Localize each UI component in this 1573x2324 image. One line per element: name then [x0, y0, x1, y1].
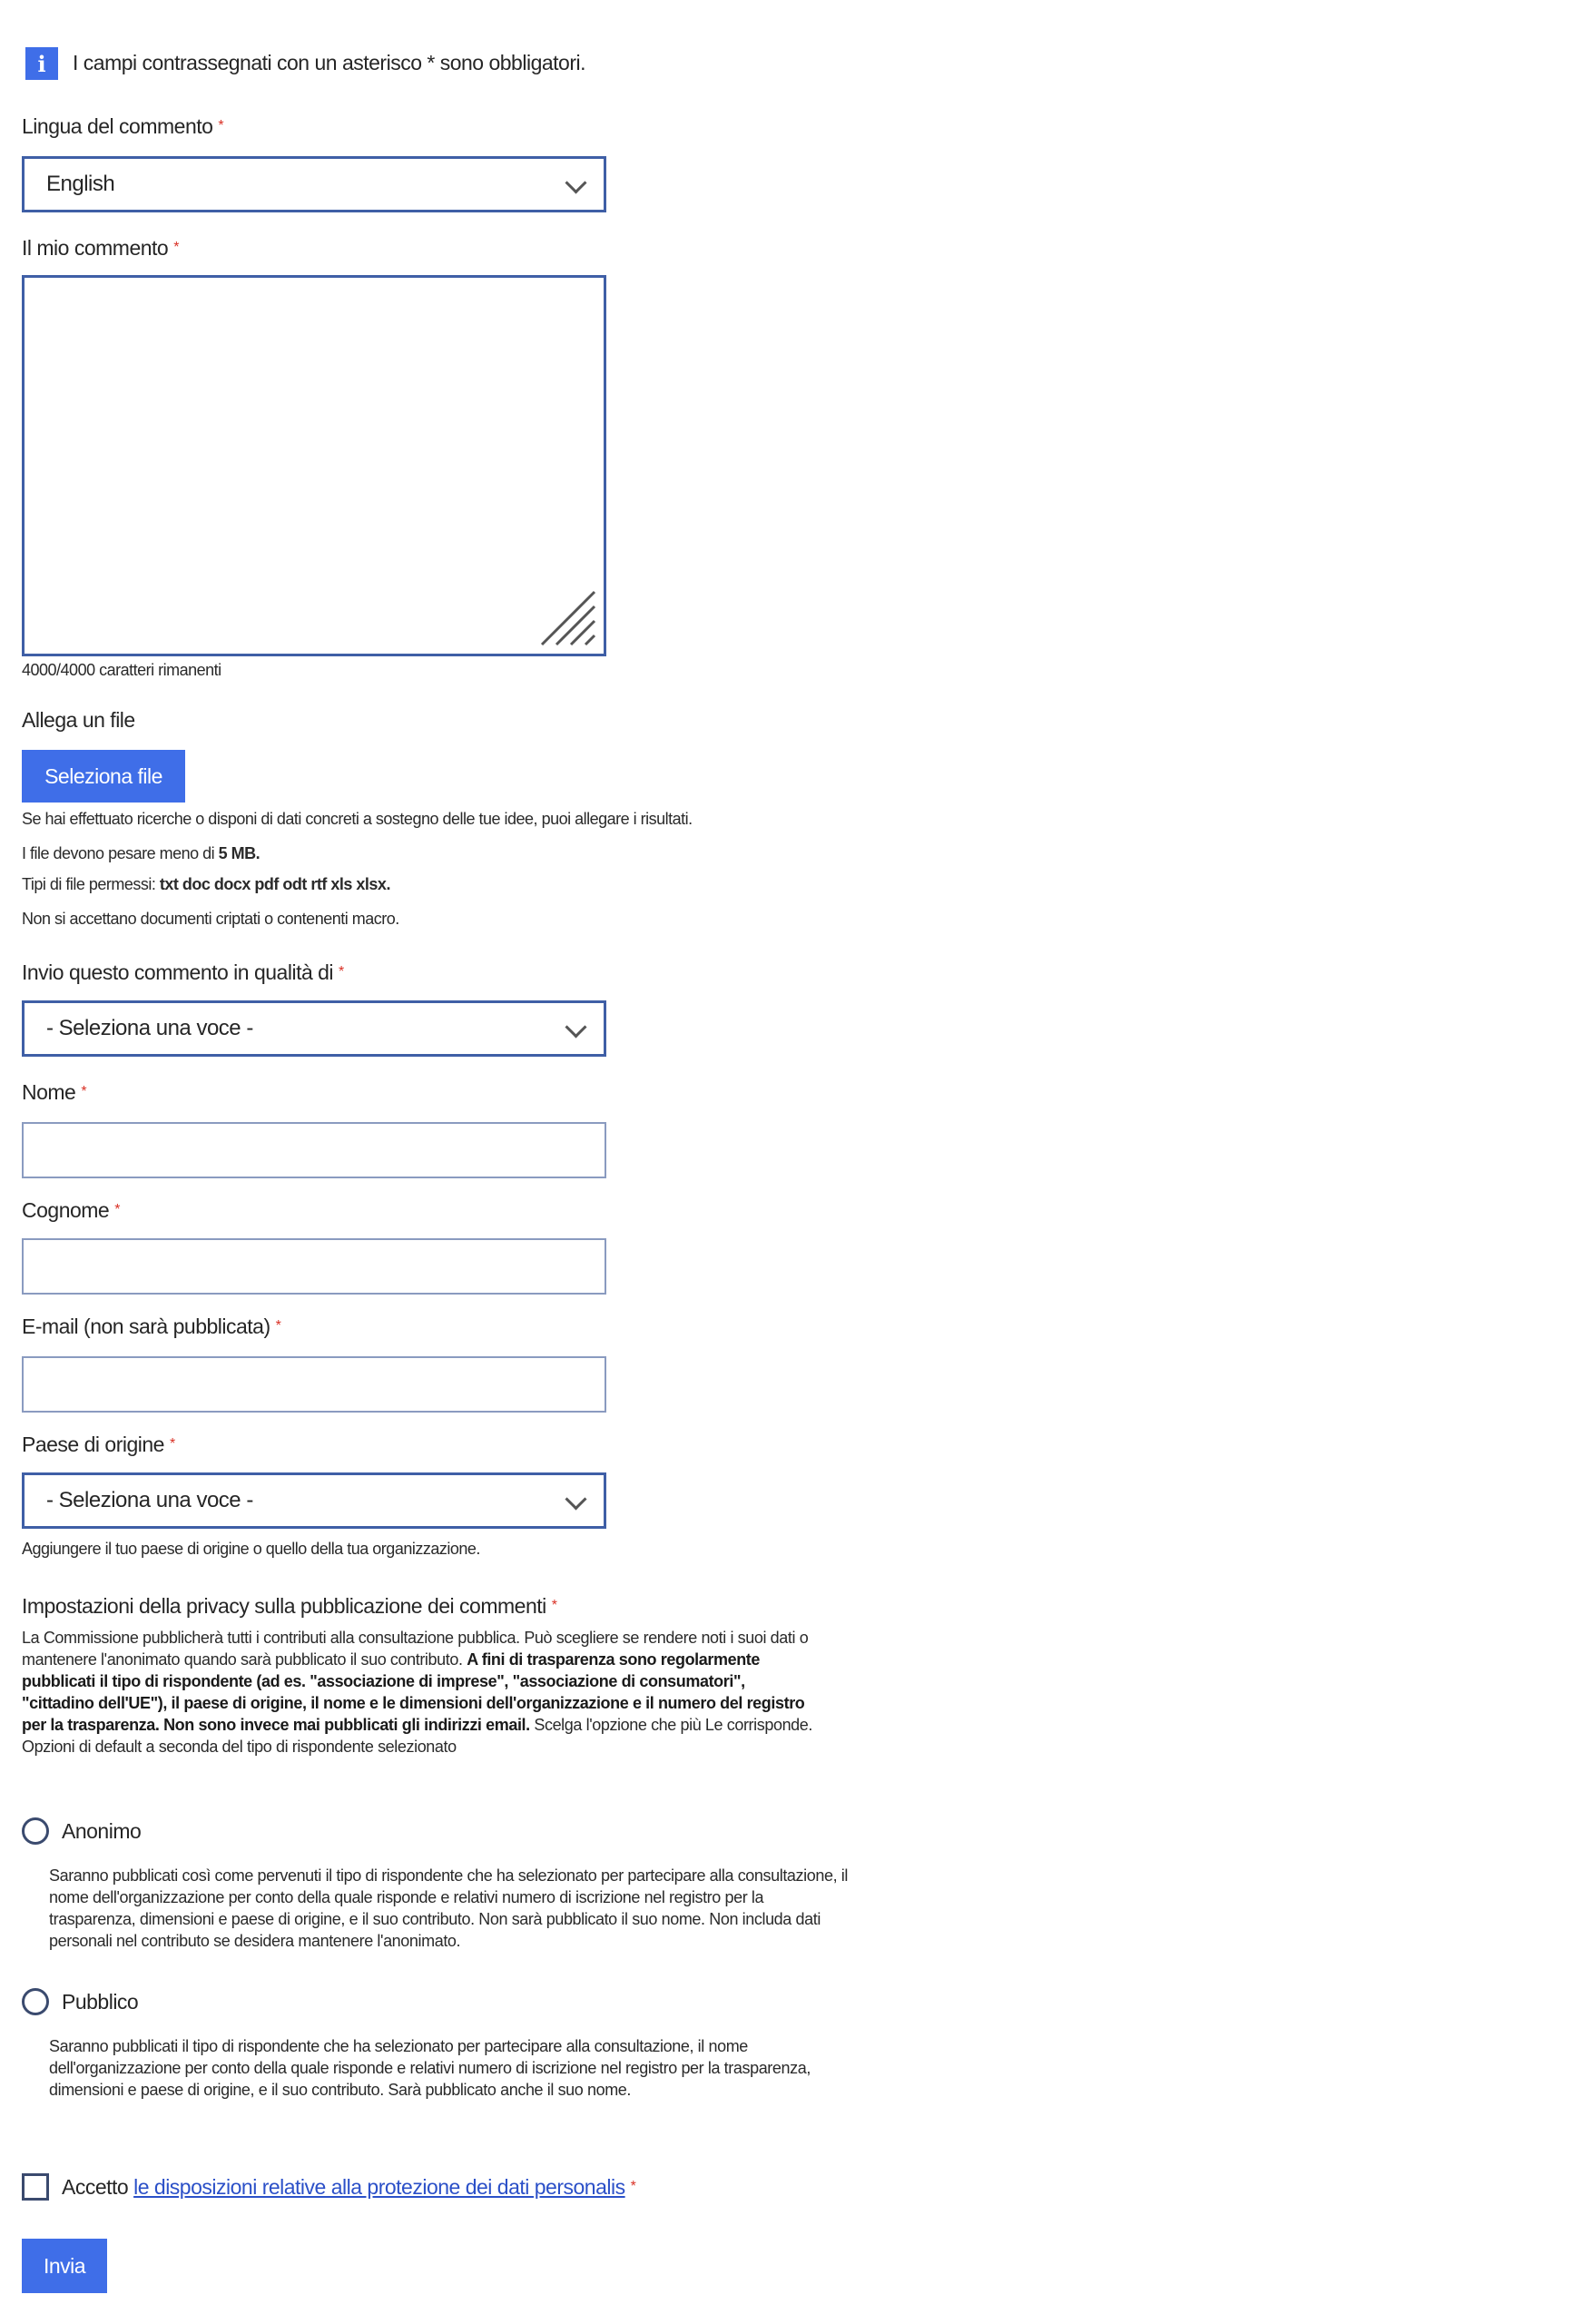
- capacity-label: Invio questo commento in qualità di *: [22, 960, 344, 984]
- language-selected-value: English: [46, 172, 115, 196]
- first-name-label: Nome *: [22, 1080, 87, 1104]
- last-name-label: Cognome *: [22, 1198, 120, 1222]
- chevron-down-icon: [565, 1016, 586, 1038]
- radio-anonymous[interactable]: [22, 1817, 49, 1845]
- capacity-selected-value: - Seleziona una voce -: [46, 1016, 253, 1040]
- attachment-label: Allega un file: [22, 708, 135, 732]
- first-name-input[interactable]: [22, 1122, 606, 1178]
- radio-anonymous-label[interactable]: Anonimo: [62, 1819, 142, 1843]
- consent-label: Accetto le disposizioni relative alla protezione dei dati personalis *: [62, 2175, 636, 2199]
- radio-public[interactable]: [22, 1988, 49, 2015]
- country-select[interactable]: [22, 1472, 606, 1529]
- language-label: Lingua del commento *: [22, 114, 224, 138]
- radio-public-label[interactable]: Pubblico: [62, 1990, 139, 2014]
- chevron-down-icon: [565, 1488, 586, 1510]
- privacy-label: Impostazioni della privacy sulla pubblicazione dei commenti *: [22, 1594, 557, 1618]
- comment-counter: 4000/4000 caratteri rimanenti: [22, 661, 221, 679]
- submit-button[interactable]: Invia: [22, 2239, 107, 2293]
- data-protection-link[interactable]: le disposizioni relative alla protezione dei dati personalis: [133, 2175, 625, 2199]
- radio-anonymous-description: Saranno pubblicati così come pervenuti il tipo di rispondente che ha selezionato per partecipare alla consultazione, il nome dell'organizzazione per conto della quale risponde e relativi numero di iscrizione nel registro per la trasparenza, dimensioni e paese di origine, e il suo contributo. Non sarà pubblicato il suo nome. Non includa dati personali nel contributo se desidera mantenere l'anonimato.: [49, 1866, 848, 1950]
- language-select[interactable]: [22, 156, 606, 212]
- country-selected-value: - Seleziona una voce -: [46, 1488, 253, 1512]
- country-hint: Aggiungere il tuo paese di origine o quello della tua organizzazione.: [22, 1540, 480, 1558]
- attachment-file-types: Tipi di file permessi: txt doc docx pdf odt rtf xls xlsx.: [22, 875, 390, 893]
- consent-checkbox[interactable]: [22, 2173, 49, 2201]
- email-input[interactable]: [22, 1356, 606, 1413]
- info-icon: i: [25, 47, 58, 80]
- country-label: Paese di origine *: [22, 1433, 175, 1456]
- email-label: E-mail (non sarà pubblicata) *: [22, 1315, 281, 1338]
- attachment-hint: Se hai effettuato ricerche o disponi di dati concreti a sostegno delle tue idee, puoi allegare i risultati.: [22, 810, 693, 828]
- select-file-button[interactable]: Seleziona file: [22, 750, 185, 803]
- attachment-size-limit: I file devono pesare meno di 5 MB.: [22, 844, 261, 862]
- privacy-description: La Commissione pubblicherà tutti i contributi alla consultazione pubblica. Può scegliere se rendere noti i suoi dati o mantenere l'anonimato quando sarà pubblicato il suo contributo. A fini di trasparenza sono regolarmente pubblicati il tipo di rispondente (ad es. "associazione di imprese", "associazione di consumatori", "cittadino dell'UE"), il paese di origine, il nome e le dimensioni dell'organizzazione e il numero del registro per la trasparenza. Non sono invece mai pubblicati gli indirizzi email. Scelga l'opzione che più Le corrisponde. Opzioni di default a seconda del tipo di rispondente selezionato: [22, 1629, 813, 1756]
- capacity-select[interactable]: [22, 1000, 606, 1057]
- chevron-down-icon: [565, 172, 586, 193]
- required-fields-note: I campi contrassegnati con un asterisco * sono obbligatori.: [73, 51, 585, 74]
- resize-handle-icon[interactable]: [536, 586, 600, 650]
- radio-public-description: Saranno pubblicati il tipo di rispondente che ha selezionato per partecipare alla consultazione, il nome dell'organizzazione per conto della quale risponde e relativi numero di iscrizione nel registro per la trasparenza, dimensioni e paese di origine, e il suo contributo. Sarà pubblicato anche il suo nome.: [49, 2037, 811, 2099]
- comment-textarea[interactable]: [22, 275, 606, 656]
- last-name-input[interactable]: [22, 1238, 606, 1295]
- attachment-macro-note: Non si accettano documenti criptati o contenenti macro.: [22, 910, 399, 928]
- comment-label: Il mio commento *: [22, 236, 179, 260]
